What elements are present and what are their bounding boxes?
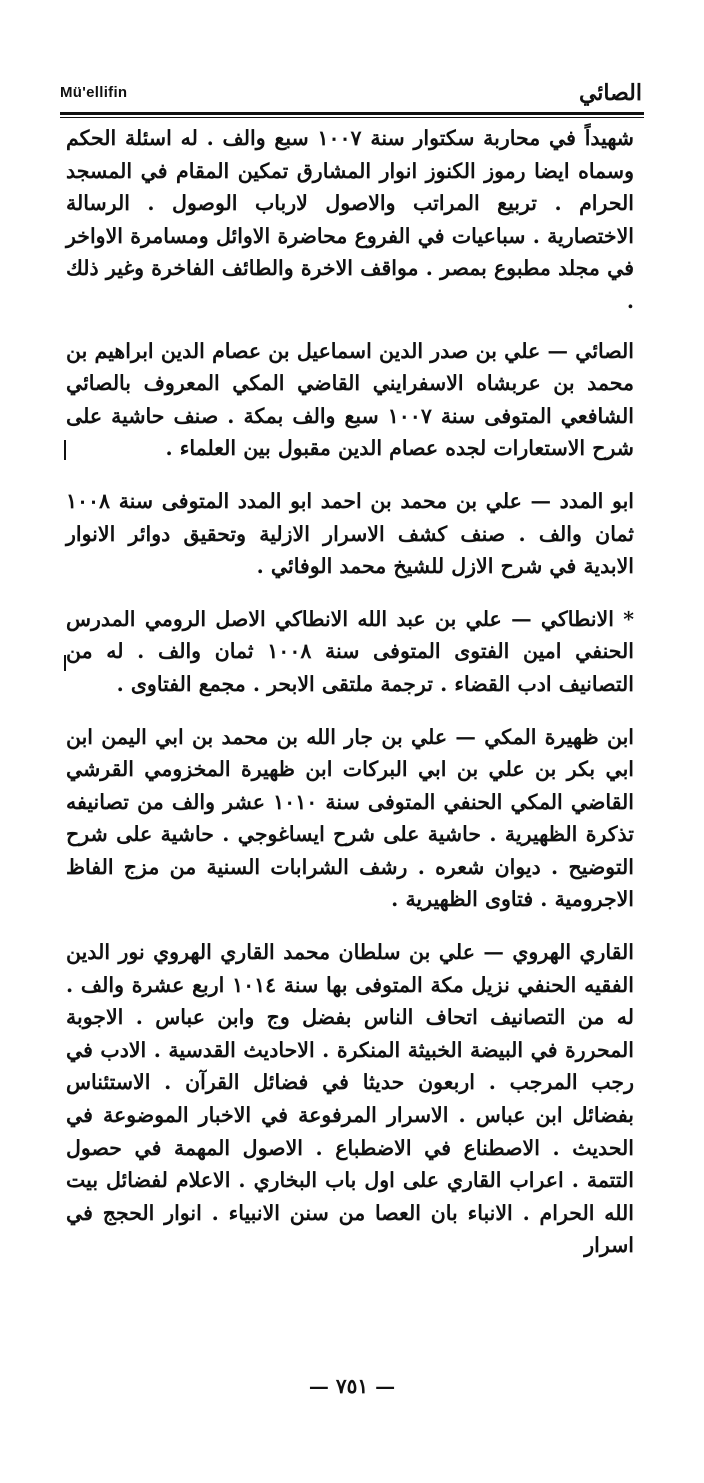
entry-paragraph (66, 335, 634, 465)
entry-text: شهيداً في محاربة سكتوار سنة ١٠٠٧ سبع والف . له اسئلة الحكم وسماه ايضا رموز الكنوز انوار المشارق تمكين المقام في المسجد الحرام . تربيع المراتب والاصول لارباب الوصول . الرسالة الاختصارية . سباعيات في الفروع محاضرة الاوائل ومسامرة الاواخر في مجلد مطبوع بمصر . مواقف الاخرة والطائف الفاخرة وغير ذلك . (66, 126, 634, 313)
entry-text: — علي بن صدر الدين اسماعيل بن عصام الدين ابراهيم بن محمد بن عربشاه الاسفرايني القاضي المكي المعروف بالصائي الشافعي المتوفى سنة ١٠٠٧ سبع والف بمكة . صنف حاشية على شرح الاستعارات لجده عصام الدين مقبول بين العلماء . (66, 338, 634, 461)
entry-name: القاري الهروي (512, 940, 634, 965)
entry-text: — علي بن عبد الله الانطاكي الاصل الرومي المدرس الحنفي امين الفتوى المتوفى سنة ١٠٠٨ ثمان والف . له من التصانيف ادب القضاء . ترجمة ملتقى الابحر . مجمع الفتاوى . (66, 606, 634, 696)
entry-text: — علي بن جار الله بن محمد بن ابي اليمن ابن ابي بكر بن علي بن ابي البركات ابن ظهيرة المخزومي القرشي القاضي المكي الحنفي المتوفى سنة ١٠١٠ عشر والف من تصانيفه تذكرة الظهيرية . حاشية على شرح ايساغوجي . حاشية على شرح التوضيح . ديوان شعره . رشف الشرابات السنية من مزج الفاظ الاجرومية . فتاوى الظهيرية . (66, 724, 634, 912)
body-text (66, 122, 634, 1282)
entry-text: — علي بن محمد بن احمد ابو المدد المتوفى سنة ١٠٠٨ ثمان والف . صنف كشف الاسرار الازلية وتحقيق دوائر الانوار الابدية في شرح الازل للشيخ محمد الوفائي . (66, 488, 634, 579)
header-book-title: Mü'ellifin (60, 84, 128, 101)
entry-paragraph (66, 936, 634, 1262)
entry-name: * الانطاكي (540, 606, 634, 631)
entry-paragraph (66, 603, 634, 701)
header-rule-thin (60, 117, 644, 118)
entry-paragraph (66, 721, 634, 917)
running-header (60, 80, 642, 110)
header-entry-name: الصائي (578, 80, 642, 106)
entry-name: ابن ظهيرة المكي (484, 724, 634, 749)
page-number: — ٧٥١ — (308, 1374, 396, 1398)
entry-name: ابو المدد (559, 488, 634, 513)
entry-paragraph-continued (66, 122, 634, 318)
entry-name: الصائي (575, 338, 634, 363)
entry-paragraph (66, 485, 634, 583)
entry-text: — علي بن سلطان محمد القاري الهروي نور الدين الفقيه الحنفي نزيل مكة المتوفى بها سنة ١٠١٤ اربع عشرة والف . له من التصانيف اتحاف الناس بفضل وج وابن عباس . الاجوبة المحررة في البيضة الخبيثة المنكرة . الاحاديث القدسية . الادب في رجب المرجب . اربعون حديثا في فضائل القرآن . الاستئناس بفضائل ابن عباس . الاسرار المرفوعة في الاخبار الموضوعة في الحديث . الاصطناع في الاضطباع . الاصول المهمة في حصول التتمة . اعراب القاري على اول باب البخاري . الاعلام لفضائل بيت الله الحرام . الانباء بان العصا من سنن الانبياء . انوار الحجج في اسرار (66, 940, 634, 1258)
header-rule-thick (60, 112, 644, 115)
